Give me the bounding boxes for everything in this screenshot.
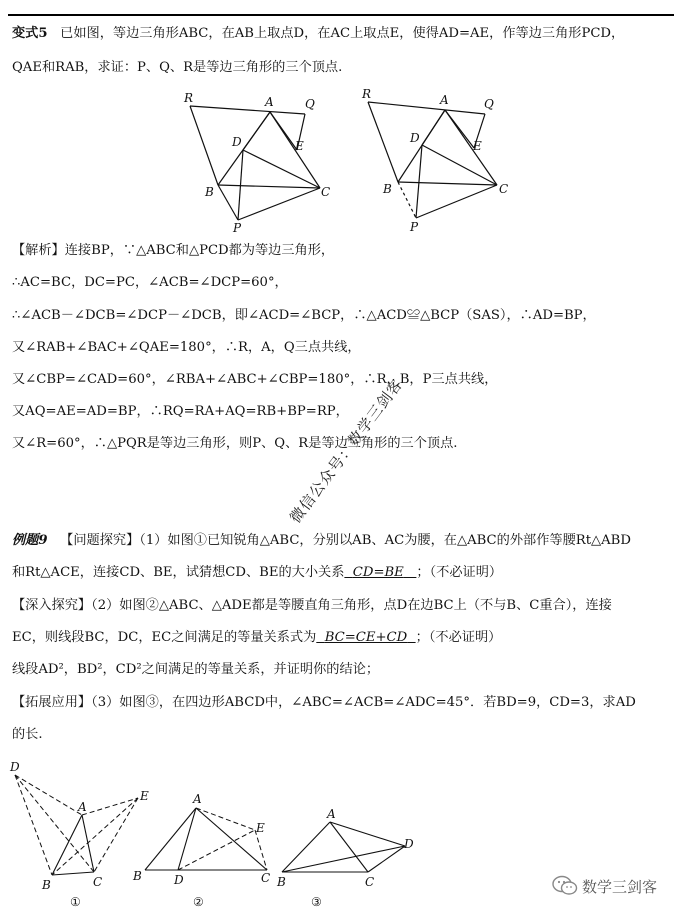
example9-line1-text: 【问题探究】（1）如图①已知锐角△ABC，分别以AB、AC为腰，在△ABC的外部作等腰Rt△ABD	[60, 533, 631, 548]
ex9-fig2-label-C: C	[261, 871, 271, 885]
example9-line6: 【拓展应用】（3）如图③，在四边形ABCD中，∠ABC=∠ACB=∠ADC=45°．若BD=9，CD=3，求AD	[12, 695, 636, 710]
fig2-label-Q: Q	[484, 97, 494, 111]
example9-answer-2-text: BC=CE+CD	[324, 630, 408, 645]
example9-line7: 的长.	[12, 727, 43, 742]
ex9-fig2-label-B: B	[133, 869, 142, 883]
solution-line-2: ∴AC=BC，DC=PC，∠ACB=∠DCP=60°，	[12, 275, 288, 290]
fig1-label-B: B	[205, 185, 214, 199]
ex9-fig2-label-A: A	[193, 792, 202, 806]
brand-logo-text: 数学三剑客	[582, 878, 658, 896]
variant5-problem-line2: QAE和RAB，求证：P、Q、R是等边三角形的三个顶点.	[12, 60, 343, 75]
solution-line-6: 又AQ=AE=AD=BP，∴RQ=RA+AQ=RB+BP=RP，	[12, 404, 349, 419]
fig2-label-D: D	[410, 131, 420, 145]
ex9-fig3-caption: ③	[311, 895, 322, 909]
example9-line4-pre: EC，则线段BC，DC，EC之间满足的等量关系式为	[12, 630, 317, 645]
fig2-label-C: C	[499, 182, 509, 196]
solution-line-1: 【解析】连接BP，∵△ABC和△PCD都为等边三角形，	[12, 243, 335, 258]
example9-line2-pre: 和Rt△ACE，连接CD、BE，试猜想CD、BE的大小关系	[12, 565, 345, 580]
ex9-fig3-label-C: C	[365, 875, 375, 889]
fig1-label-P: P	[233, 221, 242, 235]
ex9-fig2-caption: ②	[193, 895, 204, 909]
example9-line3: 【深入探究】（2）如图②△ABC、△ADE都是等腰直角三角形，点D在边BC上（不与B、C重合），连接	[12, 598, 612, 613]
fig1-label-A: A	[265, 95, 274, 109]
variant5-title: 变式5	[12, 26, 48, 41]
fig2-label-E: E	[473, 139, 482, 153]
fig1-label-Q: Q	[305, 97, 315, 111]
fig1-label-R: R	[184, 91, 194, 105]
solution-line-3: ∴∠ACB－∠DCB=∠DCP－∠DCB，即∠ACD=∠BCP，∴△ACD≌△BCP（SAS），∴AD=BP，	[12, 308, 596, 323]
example9-line4-post: ；（不必证明）	[415, 630, 502, 645]
fig2-label-A: A	[440, 93, 449, 107]
ex9-fig3-label-B: B	[277, 875, 286, 889]
solution-line-5: 又∠CBP=∠CAD=60°，∠RBA+∠ABC+∠CBP=180°，∴R，B，P三点共线，	[12, 372, 498, 387]
brand-logo	[548, 872, 678, 900]
watermark-text: 微信公众号：数学三剑客	[286, 375, 407, 527]
example9-answer-1-text: CD=BE	[352, 565, 404, 580]
variant5-problem-text: 已如图，等边三角形ABC，在AB上取点D，在AC上取点E，使得AD=AE，作等边三角形PCD，	[60, 26, 625, 41]
example9-title: 例题9	[12, 533, 48, 548]
solution-line-4: 又∠RAB+∠BAC+∠QAE=180°，∴R，A，Q三点共线，	[12, 340, 361, 355]
fig1-label-E: E	[295, 139, 304, 153]
ex9-fig1-label-E: E	[140, 789, 149, 803]
ex9-fig2-label-E: E	[256, 821, 265, 835]
ex9-fig3-label-A: A	[327, 807, 336, 821]
example9-line2-post: ；（不必证明）	[416, 565, 503, 580]
fig2-label-B: B	[383, 182, 392, 196]
fig2-label-P: P	[410, 220, 419, 234]
solution-line-7: 又∠R=60°，∴△PQR是等边三角形，则P、Q、R是等边三角形的三个顶点.	[12, 436, 458, 451]
wechat-icon	[552, 874, 578, 898]
ex9-fig1-label-B: B	[42, 878, 51, 892]
example9-line5: 线段AD²，BD²，CD²之间满足的等量关系，并证明你的结论；	[12, 662, 380, 677]
ex9-fig1-label-A: A	[78, 800, 87, 814]
fig1-label-D: D	[232, 135, 242, 149]
ex9-fig1-label-D: D	[10, 760, 20, 774]
ex9-fig3-label-D: D	[404, 837, 414, 851]
ex9-fig2-label-D: D	[174, 873, 184, 887]
fig2-label-R: R	[362, 87, 372, 101]
ex9-fig1-label-C: C	[93, 875, 103, 889]
fig1-label-C: C	[321, 185, 331, 199]
ex9-fig1-caption: ①	[70, 895, 81, 909]
